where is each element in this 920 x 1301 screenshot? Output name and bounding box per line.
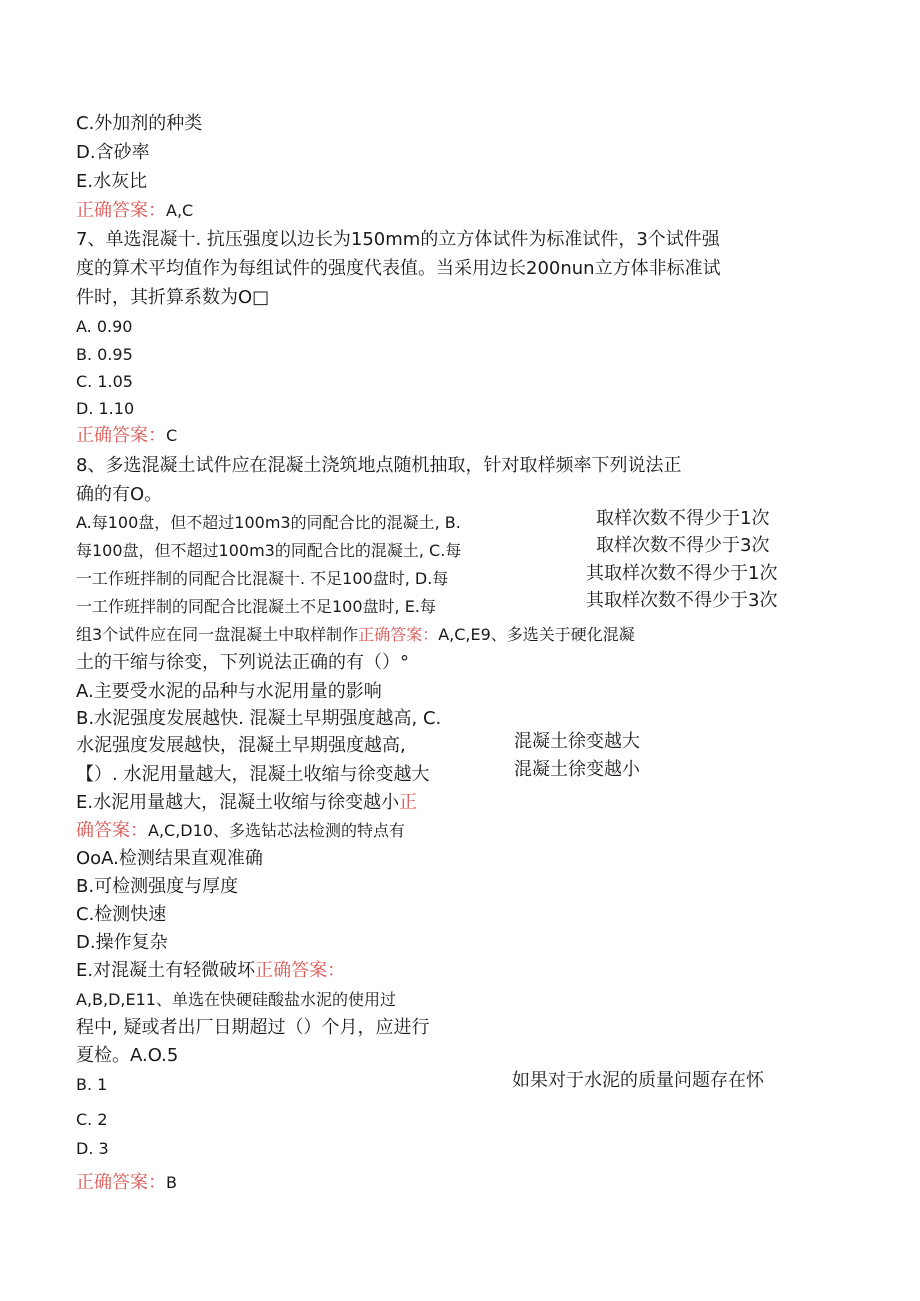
option-line: B. 1	[76, 1075, 108, 1094]
question-line: 8、多选混凝土试件应在混凝土浇筑地点随机抽取，针对取样频率下列说法正	[76, 455, 682, 476]
side-note: 混凝土徐变越大	[514, 731, 640, 752]
option-line: C. 1.05	[76, 372, 133, 391]
side-note: 混凝土徐变越小	[514, 759, 640, 780]
question-line: 件时，其折算系数为O□	[76, 287, 270, 308]
option-text: 组3个试件应在同一盘混凝土中取样制作	[76, 625, 359, 644]
question-line: 度的算术平均值作为每组试件的强度代表值。当采用边长200nun立方体非标准试	[76, 258, 721, 279]
question-line: 程中, 疑或者出厂日期超过（）个月，应进行	[76, 1017, 430, 1038]
answer-label: 正确答案：	[76, 425, 166, 446]
option-line: 一工作班拌制的同配合比混凝十. 不足100盘时, D.每	[76, 569, 449, 588]
side-note: 其取样次数不得少于3次	[586, 590, 778, 611]
option-text: E.水泥用量越大，混凝土收缩与徐变越小	[76, 792, 400, 813]
option-line: B.可检测强度与厚度	[76, 876, 239, 897]
option-line: 一工作班拌制的同配合比混凝土不足100盘时, E.每	[76, 597, 436, 616]
option-line: C. 2	[76, 1110, 108, 1129]
answer-value: B	[166, 1173, 177, 1192]
question-line: 7、单选混凝十. 抗压强度以边长为150mm的立方体试件为标准试件，3个试件强	[76, 229, 720, 250]
side-note: 如果对于水泥的质量问题存在怀	[512, 1070, 764, 1091]
option-line: C.检测快速	[76, 904, 167, 925]
option-line: C.外加剂的种类	[76, 113, 203, 134]
answer-line	[76, 1170, 177, 1196]
answer-label-part: 正	[399, 792, 418, 813]
option-line: OoA.检测结果直观准确	[76, 848, 263, 869]
option-line: 【）. 水泥用量越大，混凝土收缩与徐变越大	[76, 764, 430, 785]
answer-label: 正确答案：	[76, 1172, 166, 1193]
answer-line	[76, 198, 193, 224]
answer-value: A,C	[166, 201, 194, 220]
option-line: A. 0.90	[76, 317, 133, 336]
option-text: E.对混凝土有轻微破坏	[76, 960, 256, 981]
answer-label: 正确答案：	[255, 960, 346, 981]
option-line: A.主要受水泥的品种与水泥用量的影响	[76, 681, 382, 702]
option-line: E.水灰比	[76, 171, 148, 192]
mixed-line	[76, 958, 345, 984]
answer-value: A,C,D10、多选钻芯法检测的特点有	[148, 821, 405, 840]
option-line: D.含砂率	[76, 142, 150, 163]
question-line: 确的有O。	[76, 484, 163, 505]
question-line: 夏检。A.O.5	[76, 1045, 179, 1066]
mixed-line	[76, 790, 417, 816]
answer-label: 正确答案：	[76, 200, 166, 221]
option-line: B.水泥强度发展越快. 混凝土早期强度越高, C.	[76, 708, 442, 729]
option-line: B. 0.95	[76, 345, 133, 364]
answer-label: 正确答案：	[358, 625, 439, 644]
answer-value: C	[166, 426, 178, 445]
mixed-line	[76, 818, 405, 844]
answer-value: A,C,E9、多选关于硬化混凝	[438, 625, 635, 644]
side-note: 其取样次数不得少于1次	[586, 563, 778, 584]
side-note: 取样次数不得少于1次	[596, 508, 770, 529]
answer-line	[76, 423, 177, 449]
option-line: D.操作复杂	[76, 932, 168, 953]
question-line: 土的干缩与徐变，下列说法正确的有（）°	[76, 652, 409, 673]
option-line: 水泥强度发展越快，混凝土早期强度越高,	[76, 735, 406, 756]
answer-label-part: 确答案：	[76, 820, 148, 841]
question-line: A,B,D,E11、单选在快硬硅酸盐水泥的使用过	[76, 990, 396, 1009]
option-line: D. 3	[76, 1139, 109, 1158]
option-line: A.每100盘，但不超过100m3的同配合比的混凝土, B.	[76, 513, 461, 532]
option-line: 每100盘，但不超过100m3的同配合比的混凝土, C.每	[76, 541, 462, 560]
option-line: D. 1.10	[76, 399, 135, 418]
mixed-line	[76, 622, 635, 648]
side-note: 取样次数不得少于3次	[596, 535, 770, 556]
